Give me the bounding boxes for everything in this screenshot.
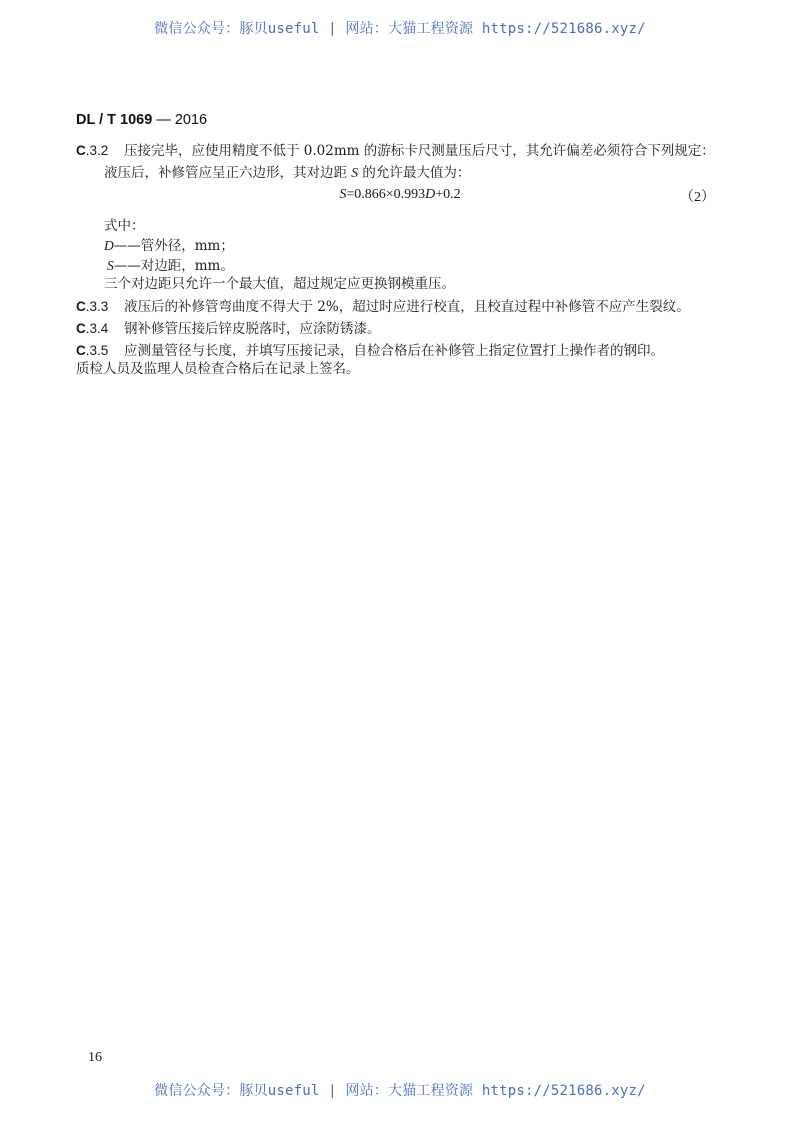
clause-number: C.3.4 — [76, 321, 109, 336]
note-line: 三个对边距只允许一个最大值，超过规定应更换钢模重压。 — [104, 276, 455, 292]
standard-year: 2016 — [174, 112, 208, 128]
clause-number: C.3.3 — [76, 299, 109, 314]
clause-c35-continuation: 质检人员及监理人员检查合格后在记录上签名。 — [76, 361, 360, 377]
definition-s: S——对边距，mm。 — [107, 258, 234, 274]
clause-c32 — [76, 141, 715, 161]
clause-c33 — [76, 297, 690, 317]
clause-text: 液压后的补修管弯曲度不得大于 2%，超过时应进行校直，且校直过程中补修管不应产生裂纹。 — [124, 299, 690, 315]
clause-text: 压接完毕，应使用精度不低于 0.02mm 的游标卡尺测量压后尺寸，其允许偏差必须符合下列规定： — [124, 143, 715, 159]
watermark-top: 微信公众号：豚贝useful | 网站：大猫工程资源 https://521686.xyz/ — [154, 21, 646, 37]
clause-number: C.3.5 — [76, 343, 109, 358]
clause-text: 应测量管径与长度，并填写压接记录，自检合格后在补修管上指定位置打上操作者的钢印。 — [124, 343, 664, 359]
clause-c35 — [76, 341, 664, 361]
standard-header — [76, 112, 207, 128]
page-number: 16 — [88, 1050, 102, 1065]
where-label: 式中： — [104, 218, 145, 234]
standard-code: DL / T 1069 — [76, 112, 153, 128]
equation-number: （2） — [680, 190, 715, 205]
header-dash: — — [152, 112, 175, 128]
clause-text: 钢补修管压接后锌皮脱落时，应涂防锈漆。 — [124, 321, 381, 337]
clause-number: C.3.2 — [76, 143, 109, 158]
definition-d: D——管外径，mm； — [104, 238, 234, 254]
watermark-bottom: 微信公众号：豚贝useful | 网站：大猫工程资源 https://521686.xyz/ — [154, 1083, 646, 1099]
intro-line: 液压后，补修管应呈正六边形，其对边距 S 的允许最大值为： — [104, 165, 471, 181]
formula: S=0.866×0.993D+0.2 — [339, 187, 461, 202]
clause-c34 — [76, 319, 381, 339]
